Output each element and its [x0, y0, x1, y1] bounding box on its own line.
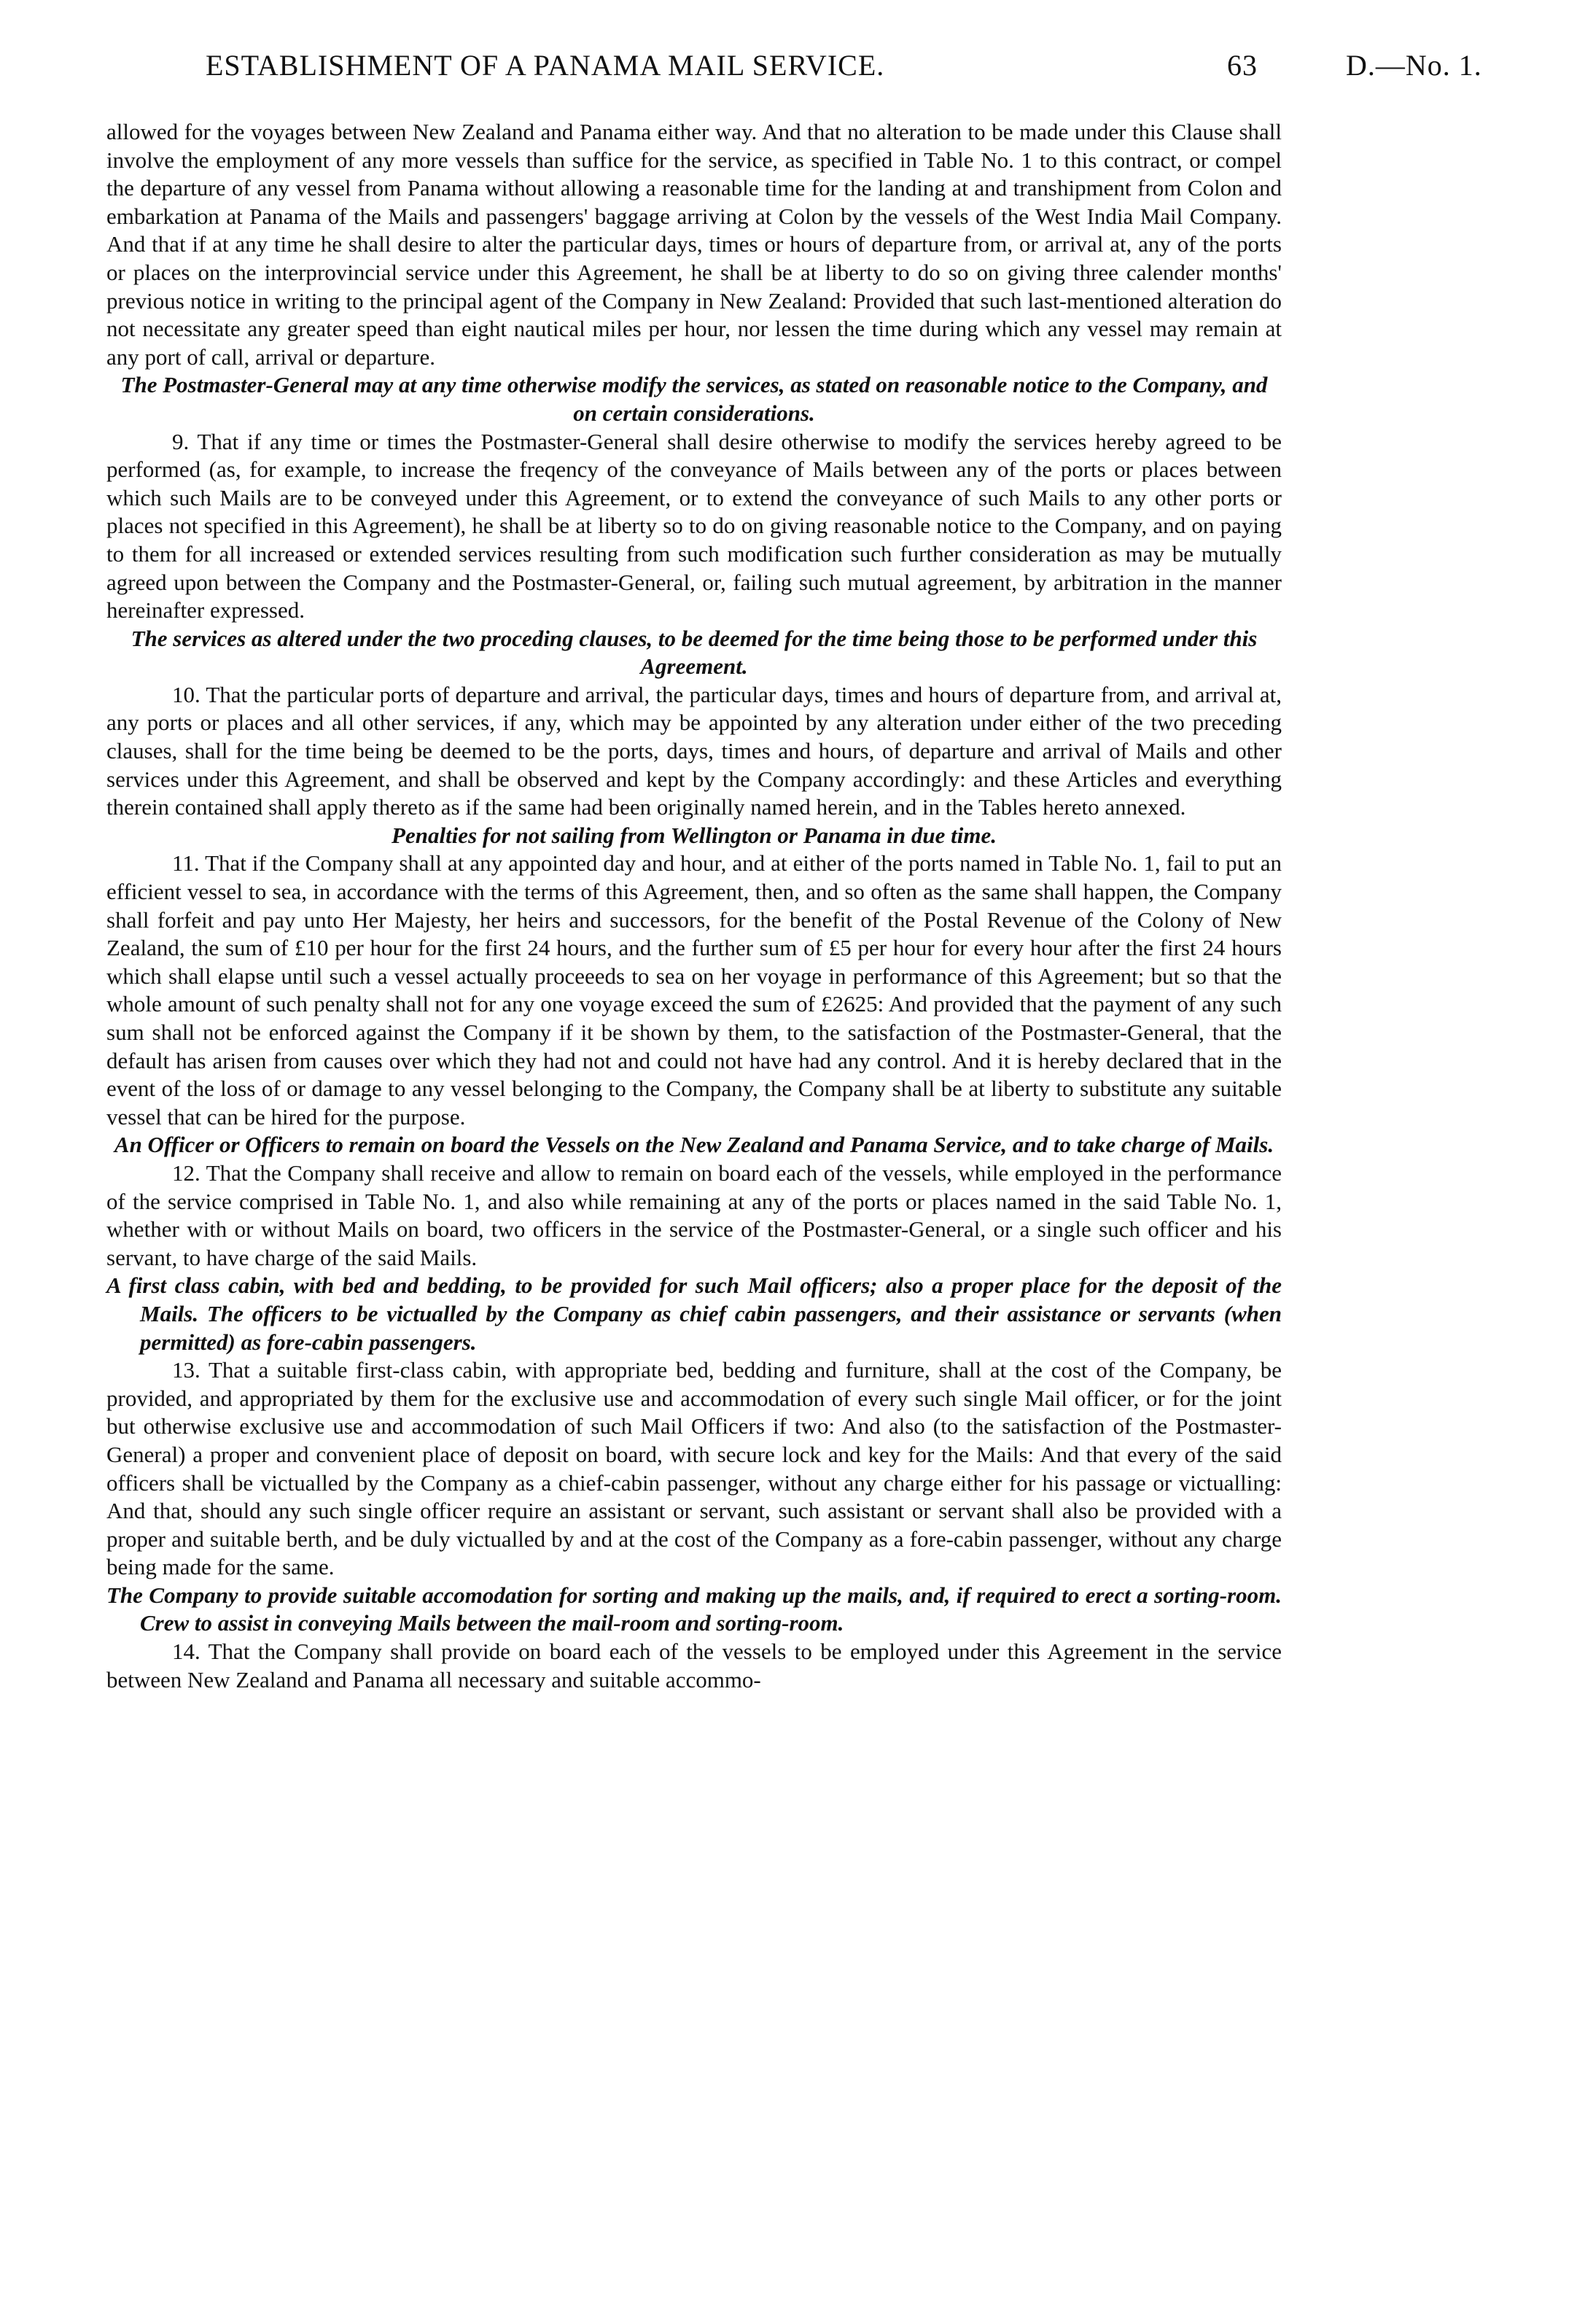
- side-heading-clause-11: Penalties for not sailing from Wellington or Panama in due time.: [392, 822, 997, 848]
- clause-10: 10. That the particular ports of departure and arrival, the particular days, times and hours of departure from, and arrival at, any ports or places and all other services, if any, which may be appointed by any alteration under either of the two preceding clauses, shall for the time being be deemed to be the ports, days, times and hours, of departure and arrival of Mails and other services under this Agreement, and shall be observed and kept by the Company accordingly: and these Articles and everything therein contained shall apply thereto as if the same had been originally named herein, and in the Tables hereto annexed.: [106, 681, 1282, 820]
- running-header: [0, 48, 1585, 92]
- clause-12: 12. That the Company shall receive and allow to remain on board each of the vessels, while employed in the performance of the service comprised in Table No. 1, and also while remaining at any of the ports or places named in the said Table No. 1, whether with or without Mails on board, two officers in the service of the Postmaster-General, or a single such officer and his servant, to have charge of the said Mails.: [106, 1159, 1282, 1270]
- clause-14: 14. That the Company shall provide on board each of the vessels to be employed under this Agreement in the service between New Zealand and Panama all necessary and suitable accommo-: [106, 1639, 1282, 1693]
- document-body: [106, 118, 1282, 1694]
- side-heading-clause-14: The Company to provide suitable accomodation for sorting and making up the mails, and, if required to erect a sorting-room. Crew to assist in conveying Mails between the mail-room and sorting-room.: [106, 1582, 1282, 1636]
- clause-11: 11. That if the Company shall at any appointed day and hour, and at either of the ports named in Table No. 1, fail to put an efficient vessel to sea, in accordance with the terms of this Agreement, then, and so often as the same shall happen, the Company shall forfeit and pay unto Her Majesty, her heirs and successors, for the benefit of the Postal Revenue of the Colony of New Zealand, the sum of £10 per hour for the first 24 hours, and the further sum of £5 per hour for every hour after the first 24 hours which shall elapse until such a vessel actually proceeeds to sea on her voyage in performance of this Agreement; but so that the whole amount of such penalty shall not for any one voyage exceed the sum of £2625: And provided that the payment of any such sum shall not be enforced against the Company if it be shown by them, to the satisfaction of the Postmaster-General, that the default has arisen from causes over which they had not and could not have had any control. And it is hereby declared that in the event of the loss of or damage to any vessel belonging to the Company, the Company shall be at liberty to substitute any suitable vessel that can be hired for the purpose.: [106, 850, 1282, 1130]
- side-heading-clause-13: A first class cabin, with bed and bedding, to be provided for such Mail officers; also a proper place for the deposit of the Mails. The officers to be victualled by the Company as chief cabin passengers, and their assistance or servants (when permitted) as fore-cabin passengers.: [106, 1272, 1282, 1355]
- header-title: ESTABLISHMENT OF A PANAMA MAIL SERVICE.: [206, 49, 885, 82]
- paragraph-continued: allowed for the voyages between New Zealand and Panama either way. And that no alteration to be made under this Clause shall involve the employment of any more vessels than suffice for the service, as specified in Table No. 1 to this contract, or compel the departure of any vessel from Panama without allowing a reasonable time for the landing at and transhipment from Colon and embarkation at Panama of the Mails and passengers' baggage arriving at Colon by the vessels of the West India Mail Company. And that if at any time he shall desire to alter the particular days, times or hours of departure from, or arrival at, any of the ports or places on the interprovincial service under this Agreement, he shall be at liberty to do so on giving three calender months' previous notice in writing to the principal agent of the Company in New Zealand: Provided that such last-mentioned alteration do not necessitate any greater speed than eight nautical miles per hour, nor lessen the time during which any vessel may remain at any port of call, arrival or departure.: [106, 119, 1282, 370]
- page-number: 63: [1227, 49, 1258, 82]
- document-reference: D.—No. 1.: [1346, 49, 1482, 82]
- side-heading-clause-12: An Officer or Officers to remain on board the Vessels on the New Zealand and Panama Service, and to take charge of Mails.: [114, 1132, 1274, 1158]
- clause-9: 9. That if any time or times the Postmaster-General shall desire otherwise to modify the services hereby agreed to be performed (as, for example, to increase the freqency of the conveyance of Mails between any of the ports or places between which such Mails are to be conveyed under this Agreement, or to extend the conveyance of such Mails to any other ports or places not specified in this Agreement), he shall be at liberty so to do on giving reasonable notice to the Company, and on paying to them for all increased or extended services resulting from such modification such further consideration as may be mutually agreed upon between the Company and the Postmaster-General, or, failing such mutual agreement, by arbitration in the manner hereinafter expressed.: [106, 428, 1282, 623]
- side-heading-clause-10: The services as altered under the two proceding clauses, to be deemed for the time being those to be performed under this Agreement.: [131, 625, 1258, 680]
- clause-13: 13. That a suitable first-class cabin, with appropriate bed, bedding and furniture, shall at the cost of the Company, be provided, and appropriated by them for the exclusive use and accommodation of every such single Mail officer, or for the joint but otherwise exclusive use and accommodation of such Mail Officers if two: And also (to the satisfaction of the Postmaster-General) a proper and convenient place of deposit on board, with secure lock and key for the Mails: And that every of the said officers shall be victualled by the Company as a chief-cabin passenger, without any charge either for his passage or victualling: And that, should any such single officer require an assistant or servant, such assistant or servant shall also be provided with a proper and suitable berth, and be duly victualled by and at the cost of the Company as a fore-cabin passenger, without any charge being made for the same.: [106, 1357, 1282, 1580]
- side-heading-clause-9: The Postmaster-General may at any time otherwise modify the services, as stated on reasonable notice to the Company, and on certain considerations.: [120, 372, 1268, 426]
